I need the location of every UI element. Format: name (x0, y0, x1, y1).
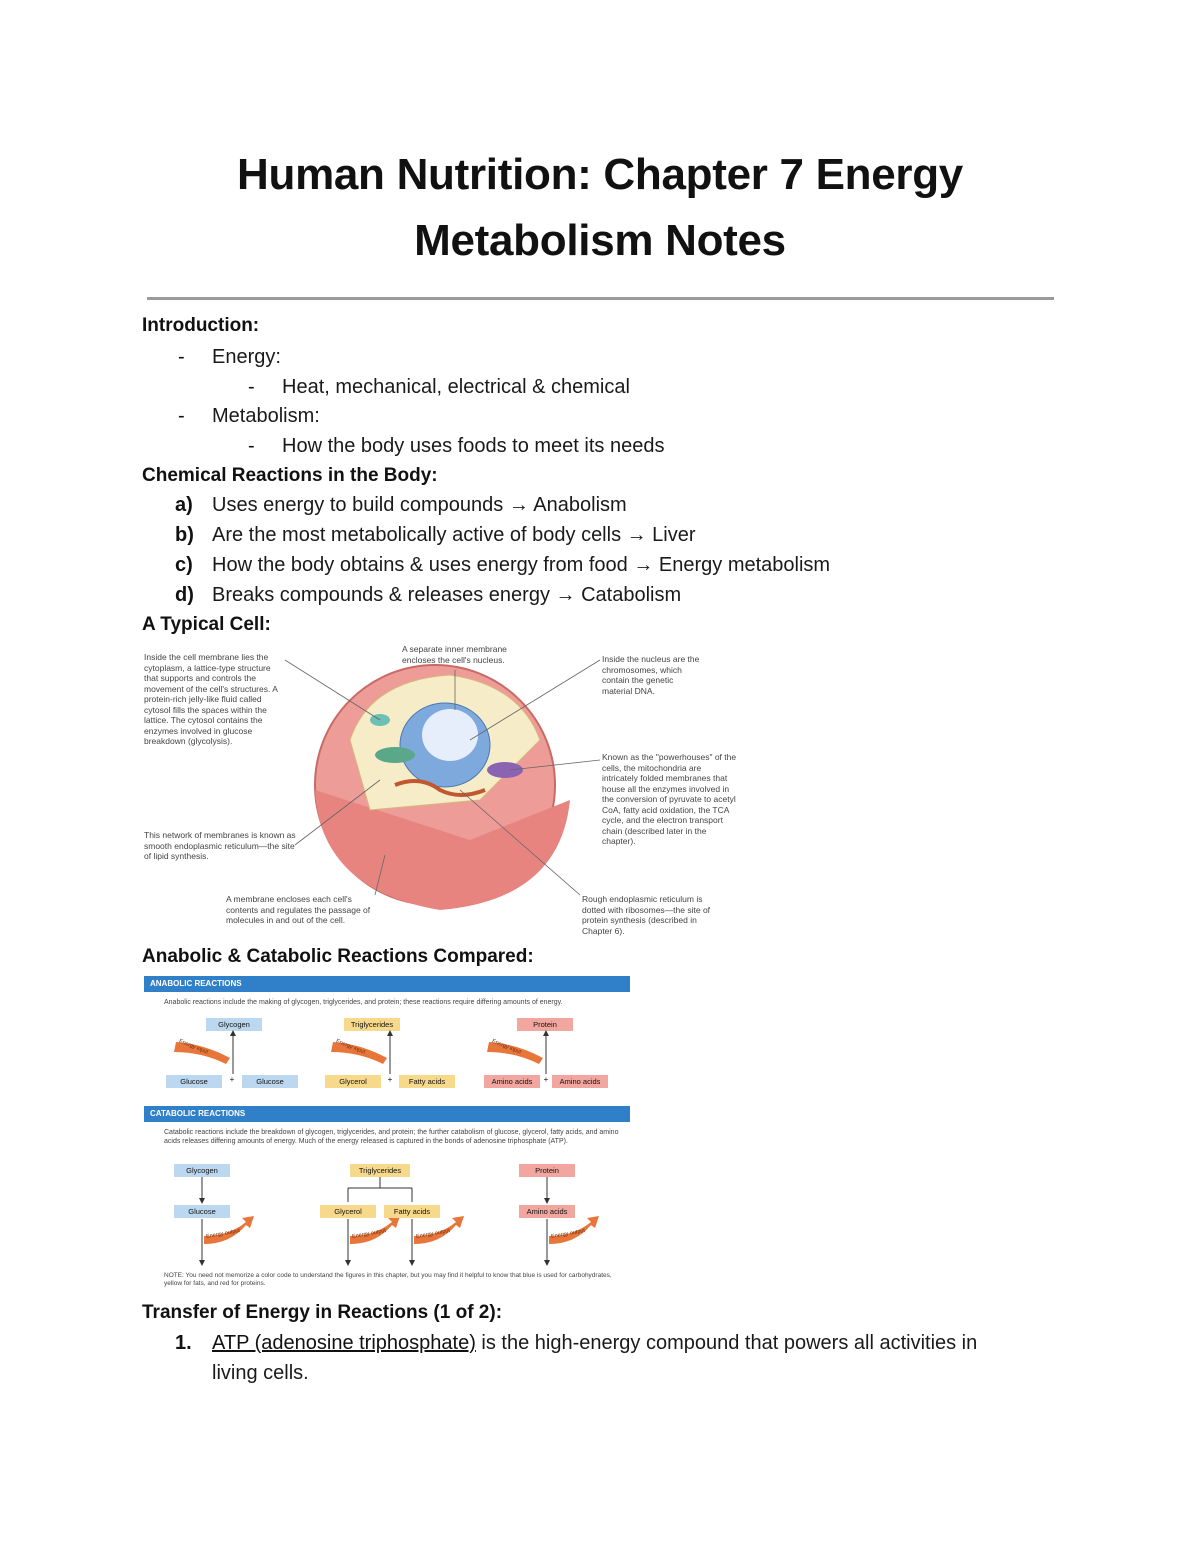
box-glycerol: Glycerol (325, 1075, 381, 1088)
box-glucose: Glucose (174, 1205, 230, 1218)
mitochondrion (375, 747, 415, 763)
callout-nucleus: Inside the nucleus are the chromosomes, which contain the genetic material DNA. (602, 654, 700, 696)
transfer-num: 1. (175, 1332, 192, 1354)
bullet-dash: - (178, 405, 185, 427)
callout-mitochondria: Known as the "powerhouses" of the cells, the mitochondria are intricately folded membranes that house all the enzymes involved in the conversion of pyruvate to acetyl CoA, fatty acid oxidation, the TCA cycle, and the electron transport chain (described later in the chapter). (602, 752, 737, 846)
transfer-heading: Transfer of Energy in Reactions (1 of 2): (142, 1302, 503, 1323)
cell-figure (140, 640, 740, 940)
energy-input-label: Energy input (178, 1038, 209, 1056)
energy-output-label: Energy output (550, 1228, 586, 1240)
plus-sign: + (387, 1075, 393, 1084)
arrow-head (199, 1198, 205, 1204)
mitochondrion (487, 762, 523, 778)
plus-sign: + (229, 1075, 235, 1084)
cell-heading: A Typical Cell: (142, 614, 271, 635)
energy-label: Energy: (212, 346, 281, 368)
box-amino-acids: Amino acids (552, 1075, 608, 1088)
callout-nuclear-membrane: A separate inner membrane encloses the cell's nucleus. (402, 644, 507, 665)
title-line-2: Metabolism Notes (414, 216, 786, 265)
transfer-line-1 (212, 1332, 1052, 1355)
catabolic-band-label: CATABOLIC REACTIONS (150, 1109, 246, 1118)
box-glucose: Glucose (166, 1075, 222, 1088)
arrow-head (387, 1030, 393, 1036)
transfer-text: is the high-energy compound that powers all activities in (475, 1332, 978, 1354)
energy-output-label: Energy output (351, 1228, 387, 1240)
intro-heading: Introduction: (142, 315, 260, 336)
catabolic-description: Catabolic reactions include the breakdown of glycogen, triglycerides, and protein; the further catabolism of glucose, glycerol, fatty acids, and amino acids releases differing amounts of energy. Much of the energy released is captured in the bonds of adenosine triphosphate (ATP). (164, 1129, 619, 1145)
reactions-figure (144, 974, 632, 1296)
arrow-head (543, 1030, 549, 1036)
box-triglycerides: Triglycerides (344, 1018, 400, 1031)
chem-item-label: b) (175, 524, 194, 546)
plus-sign: + (543, 1075, 549, 1084)
callout-cytoplasm: Inside the cell membrane lies the cytoplasm, a lattice-type structure that supports and controls the movement of the cell's structures. A protein-rich jelly-like fluid called cytosol fills the spaces within the lattice. The cytosol contains the enzymes involved in glucose breakdown (glycolysis). (144, 652, 278, 746)
chem-item-text: Breaks compounds & releases energy → Catabolism (212, 584, 682, 606)
arrow-head (199, 1260, 205, 1266)
bullet-dash: - (248, 435, 255, 457)
energy-input-label: Energy input (335, 1038, 366, 1056)
callout-rough-er: Rough endoplasmic reticulum is dotted with ribosomes—the site of protein synthesis (described in Chapter 6). (582, 894, 711, 936)
bullet-dash: - (248, 376, 255, 398)
bullet-dash: - (178, 346, 185, 368)
title-line-1: Human Nutrition: Chapter 7 Energy (237, 150, 963, 199)
energy-input-label: Energy input (491, 1038, 522, 1056)
compare-heading: Anabolic & Catabolic Reactions Compared: (142, 946, 534, 967)
box-amino-acids: Amino acids (519, 1205, 575, 1218)
color-note: NOTE: You need not memorize a color code to understand the figures in this chapter, but you may find it helpful to know that blue is used for carbohydrates, yellow for fats, and red for proteins. (164, 1272, 612, 1287)
anabolic-description: Anabolic reactions include the making of glycogen, triglycerides, and protein; these reactions require differing amounts of energy. (164, 999, 563, 1006)
chem-item-text: Are the most metabolically active of body cells → Liver (212, 524, 696, 546)
callout-smooth-er: This network of membranes is known as smooth endoplasmic reticulum—the site of lipid synthesis. (144, 830, 296, 861)
arrow-head (544, 1260, 550, 1266)
box-protein: Protein (517, 1018, 573, 1031)
arrow-head (345, 1260, 351, 1266)
atp-link[interactable]: ATP (adenosine triphosphate) (212, 1332, 476, 1354)
box-fatty-acids: Fatty acids (399, 1075, 455, 1088)
arrow-head (409, 1260, 415, 1266)
energy-detail: Heat, mechanical, electrical & chemical (282, 376, 630, 398)
arrow-head (230, 1030, 236, 1036)
nucleolus (422, 709, 478, 761)
chem-item-text: How the body obtains & uses energy from food → Energy metabolism (212, 554, 831, 576)
box-fatty-acids: Fatty acids (384, 1205, 440, 1218)
anabolic-band-label: ANABOLIC REACTIONS (150, 979, 242, 988)
energy-output-label: Energy output (415, 1228, 451, 1240)
box-triglycerides: Triglycerides (350, 1164, 410, 1177)
arrow-head (544, 1198, 550, 1204)
page-title (0, 142, 1200, 274)
box-protein: Protein (519, 1164, 575, 1177)
transfer-line-2: living cells. (212, 1362, 309, 1384)
box-amino-acids: Amino acids (484, 1075, 540, 1088)
box-glycogen: Glycogen (174, 1164, 230, 1177)
box-glycerol: Glycerol (320, 1205, 376, 1218)
chem-heading: Chemical Reactions in the Body: (142, 465, 438, 486)
box-glycogen: Glycogen (206, 1018, 262, 1031)
catabolic-band (144, 1106, 630, 1122)
metabolism-detail: How the body uses foods to meet its needs (282, 435, 665, 457)
chem-item-label: c) (175, 554, 193, 576)
callout-cell-membrane: A membrane encloses each cell's contents and regulates the passage of molecules in and out of the cell. (226, 894, 371, 925)
box-glucose: Glucose (242, 1075, 298, 1088)
chem-item-label: a) (175, 494, 193, 516)
chem-item-text: Uses energy to build compounds → Anabolism (212, 494, 627, 516)
energy-output-label: Energy output (205, 1228, 241, 1240)
horizontal-rule (147, 297, 1054, 300)
chem-item-label: d) (175, 584, 194, 606)
metabolism-label: Metabolism: (212, 405, 320, 427)
